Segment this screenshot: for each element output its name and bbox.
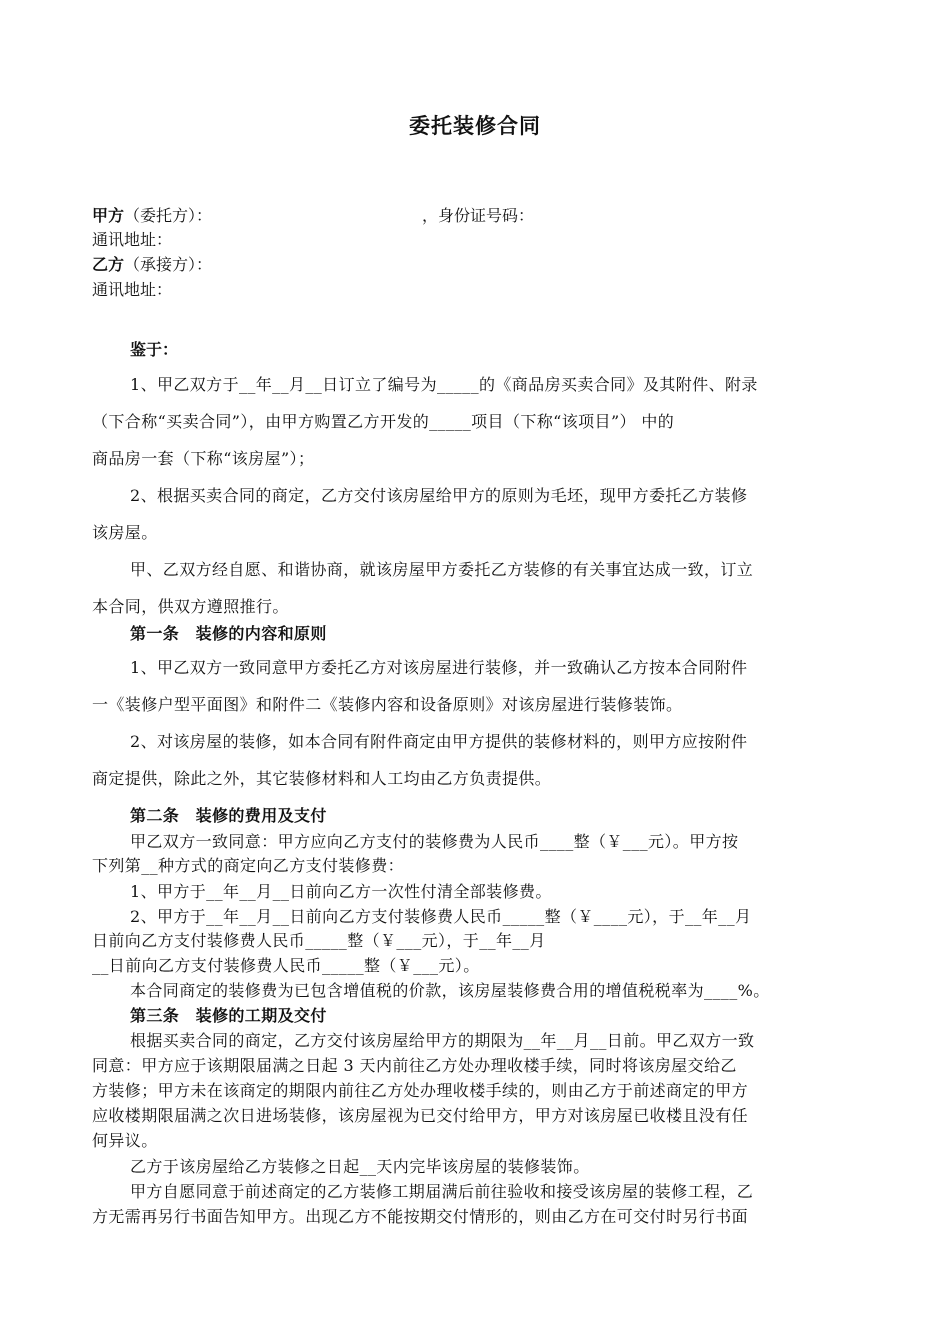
party-b-address: 通讯地址： bbox=[92, 280, 173, 299]
body-line: 同意：甲方应于该期限届满之日起 3 天内前往乙方处办理收楼手续，同时将该房屋交给乙 bbox=[92, 1056, 737, 1075]
page-title: 委托装修合同 bbox=[409, 114, 541, 138]
party-b-line bbox=[92, 252, 212, 275]
body-line: 1、甲乙双方一致同意甲方委托乙方对该房屋进行装修，并一致确认乙方按本合同附件 bbox=[130, 658, 748, 677]
body-line: 1、甲乙双方于__年__月__日订立了编号为_____的《商品房买卖合同》及其附件、附录 bbox=[130, 375, 758, 394]
party-a-label: 甲方 bbox=[92, 206, 125, 225]
section-heading: 第一条 装修的内容和原则 bbox=[130, 624, 327, 643]
party-a-role: （委托方）： bbox=[124, 206, 213, 225]
body-line: 甲方自愿同意于前述商定的乙方装修工期届满后前往验收和接受该房屋的装修工程，乙 bbox=[130, 1182, 754, 1201]
body-line: 应收楼期限届满之次日进场装修，该房屋视为已交付给甲方，甲方对该房屋已收楼且没有任 bbox=[92, 1106, 749, 1125]
body-line: 下列第__种方式的商定向乙方支付装修费： bbox=[92, 856, 405, 875]
party-a-id-label: ，身份证号码： bbox=[422, 206, 535, 225]
body-line: 本合同商定的装修费为已包含增值税的价款，该房屋装修费合用的增值税税率为____%。 bbox=[130, 981, 770, 1000]
body-line: 2、甲方于__年__月__日前向乙方支付装修费人民币_____整（￥____元），于__年__月 bbox=[130, 907, 752, 926]
body-line: 商定提供，除此之外，其它装修材料和人工均由乙方负责提供。 bbox=[92, 769, 552, 788]
body-line: 2、根据买卖合同的商定，乙方交付该房屋给甲方的原则为毛坯，现甲方委托乙方装修 bbox=[130, 486, 748, 505]
body-line: __日前向乙方支付装修费人民币_____整（￥___元）。 bbox=[92, 956, 480, 975]
body-line: 方无需再另行书面告知甲方。出现乙方不能按期交付情形的，则由乙方在可交付时另行书面 bbox=[92, 1207, 749, 1226]
party-a-line bbox=[92, 203, 534, 226]
body-line: 商品房一套（下称“该房屋”）； bbox=[92, 449, 315, 468]
section-heading: 第二条 装修的费用及支付 bbox=[130, 806, 327, 825]
body-line: 甲乙双方一致同意：甲方应向乙方支付的装修费为人民币____整（￥___元）。甲方按 bbox=[130, 832, 739, 851]
body-line: 该房屋。 bbox=[92, 523, 158, 542]
body-line: 2、对该房屋的装修，如本合同有附件商定由甲方提供的装修材料的，则甲方应按附件 bbox=[130, 732, 748, 751]
body-line: 1、甲方于__年__月__日前向乙方一次性付清全部装修费。 bbox=[130, 882, 552, 901]
body-line: 根据买卖合同的商定，乙方交付该房屋给甲方的期限为__年__月__日前。甲乙双方一致 bbox=[130, 1031, 755, 1050]
body-line: 方装修；甲方未在该商定的期限内前往乙方处办理收楼手续的，则由乙方于前述商定的甲方 bbox=[92, 1081, 749, 1100]
body-line: 一《装修户型平面图》和附件二《装修内容和设备原则》对该房屋进行装修装饰。 bbox=[92, 695, 683, 714]
section-heading: 第三条 装修的工期及交付 bbox=[130, 1006, 327, 1025]
body-line: 甲、乙双方经自愿、和谐协商，就该房屋甲方委托乙方装修的有关事宜达成一致，订立 bbox=[130, 560, 754, 579]
body-line: 日前向乙方支付装修费人民币_____整（￥___元），于__年__月 bbox=[92, 931, 546, 950]
body-line: 何异议。 bbox=[92, 1131, 158, 1150]
body-line: 本合同，供双方遵照推行。 bbox=[92, 597, 289, 616]
whereas-heading: 鉴于： bbox=[130, 340, 179, 359]
party-a-address: 通讯地址： bbox=[92, 230, 173, 249]
party-b-role: （承接方）： bbox=[124, 255, 213, 274]
body-line: （下合称“买卖合同”），由甲方购置乙方开发的_____项目（下称“该项目”） 中的 bbox=[92, 412, 675, 431]
body-line: 乙方于该房屋给乙方装修之日起__天内完毕该房屋的装修装饰。 bbox=[130, 1157, 590, 1176]
party-b-label: 乙方 bbox=[92, 255, 125, 274]
